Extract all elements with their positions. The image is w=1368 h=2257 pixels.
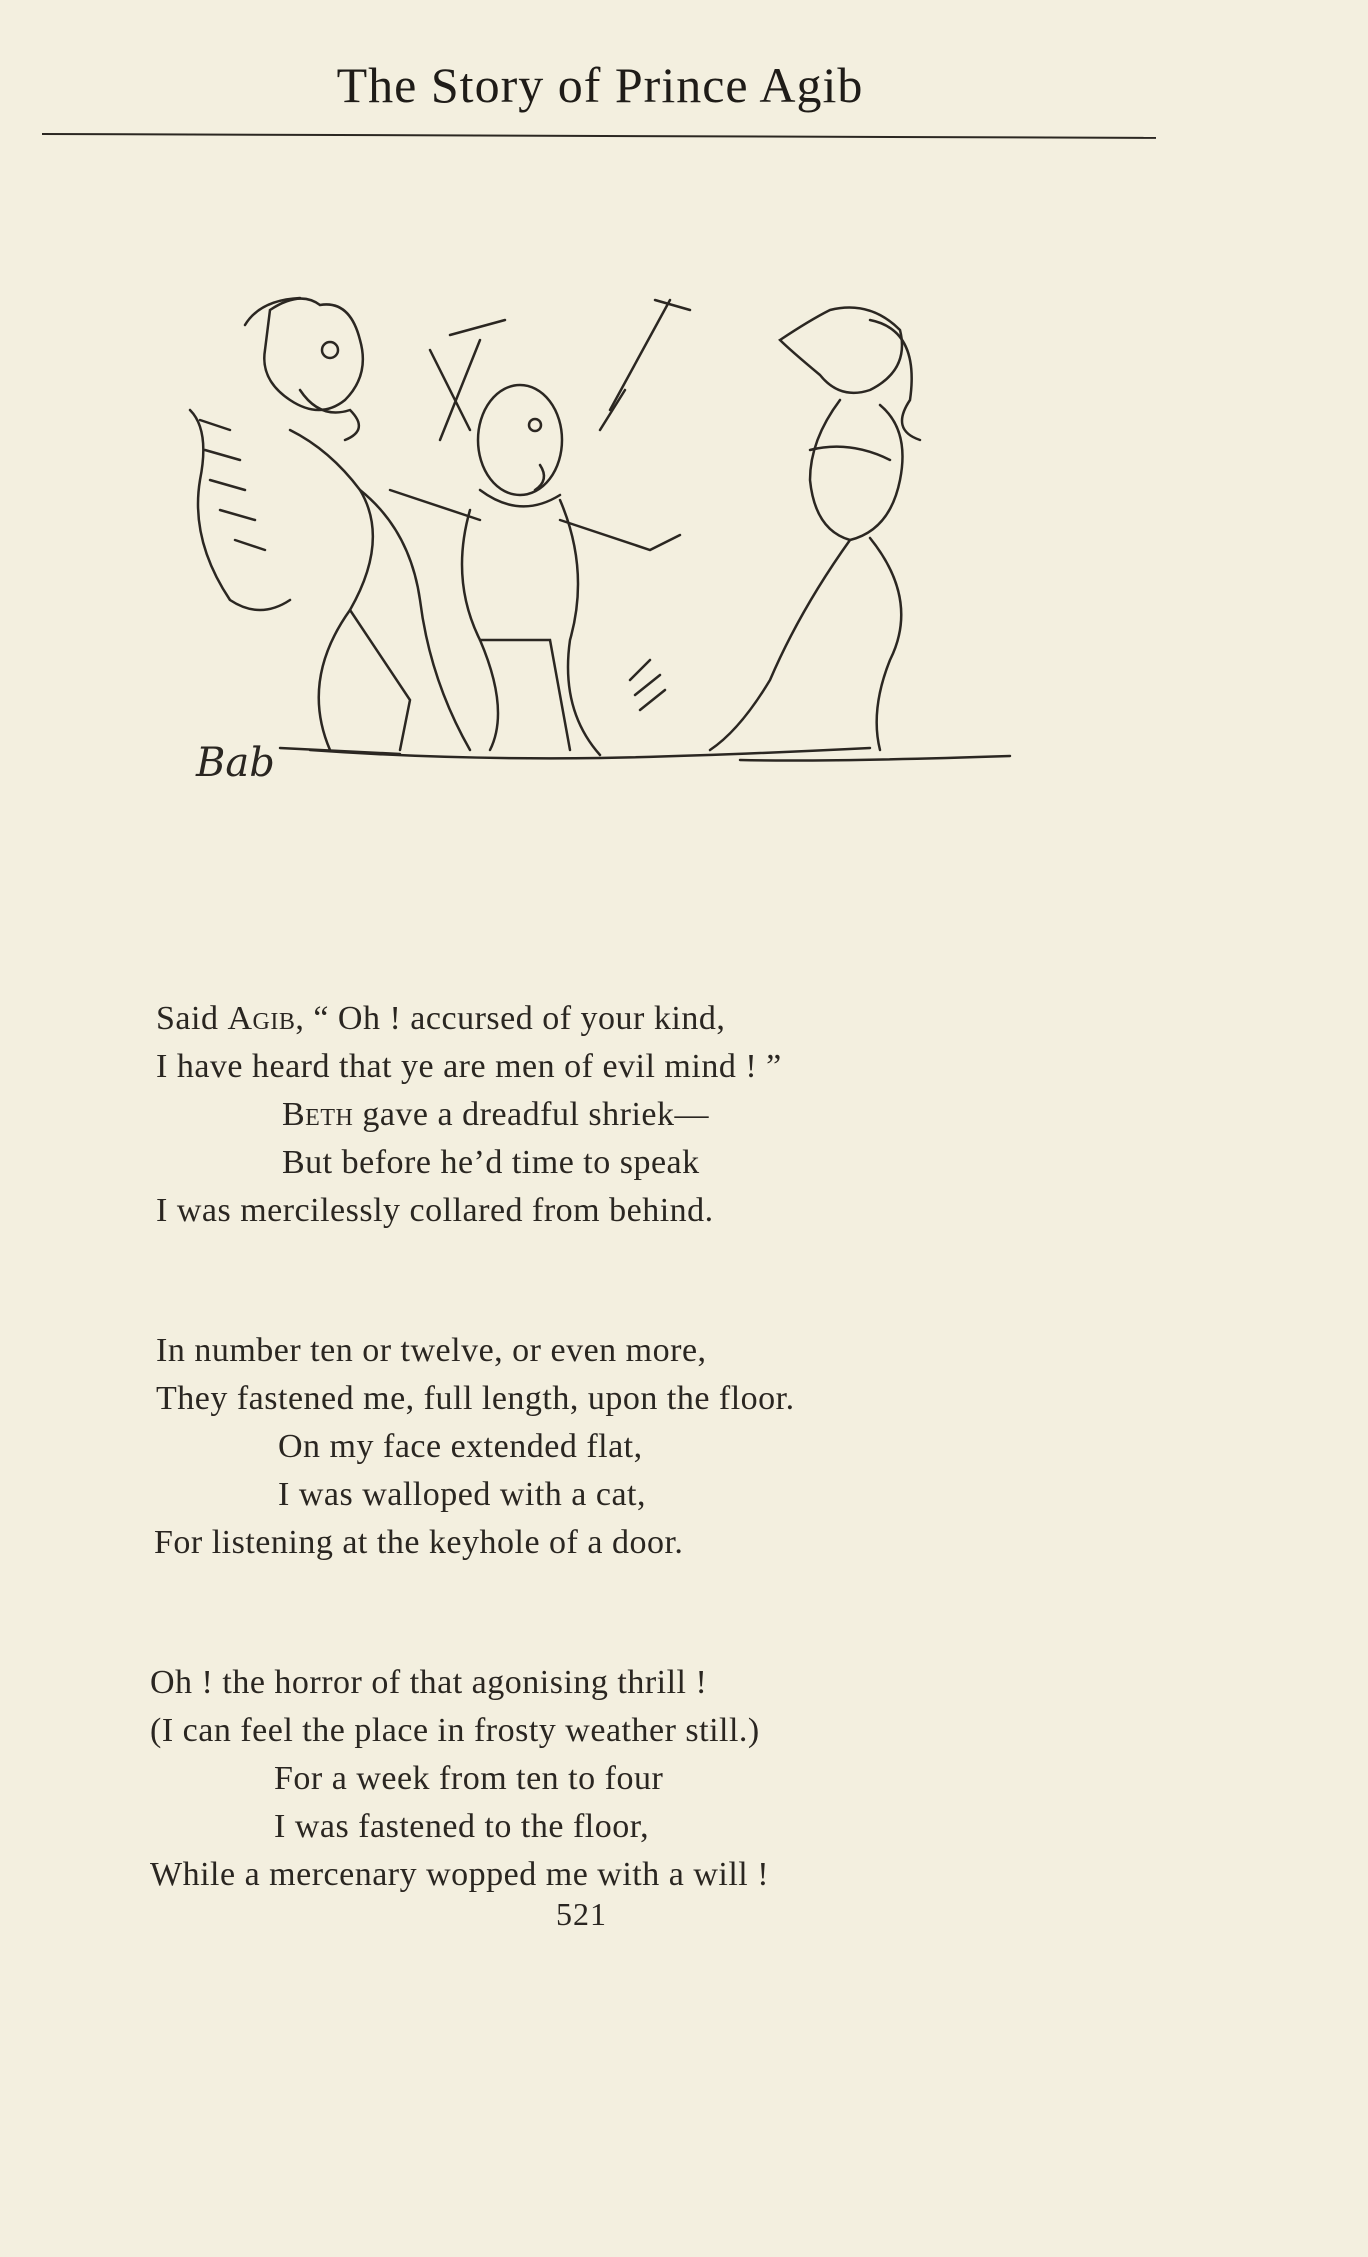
illustration-image	[150, 280, 1030, 800]
line-text: gave a dreadful shriek—	[353, 1096, 709, 1133]
verse-line: On my face extended flat,	[278, 1428, 643, 1465]
line-text: Said	[156, 1000, 228, 1037]
verse-line	[156, 1000, 725, 1038]
header-rule	[42, 133, 1156, 139]
verse-line: Oh ! the horror of that agonising thrill !	[150, 1664, 708, 1701]
illustrator-signature: Bab	[196, 740, 275, 786]
line-text: , “ Oh ! accursed of your kind,	[295, 1000, 726, 1037]
character-name: Agib	[227, 1000, 296, 1037]
verse-line: (I can feel the place in frosty weather still.)	[150, 1712, 760, 1749]
verse-line: While a mercenary wopped me with a will !	[150, 1856, 770, 1893]
verse-line	[282, 1096, 709, 1134]
verse-line: For listening at the keyhole of a door.	[154, 1524, 684, 1561]
page-number: 521	[556, 1896, 607, 1932]
verse-line: I have heard that ye are men of evil mind ! ”	[156, 1048, 782, 1085]
verse-line: They fastened me, full length, upon the floor.	[156, 1380, 795, 1417]
verse-line: I was fastened to the floor,	[274, 1808, 650, 1845]
verse-line: For a week from ten to four	[274, 1760, 664, 1797]
verse-line: I was mercilessly collared from behind.	[156, 1192, 714, 1229]
verse-line: I was walloped with a cat,	[278, 1476, 646, 1513]
character-name: Beth	[282, 1096, 354, 1133]
verse-line: But before he’d time to speak	[282, 1144, 700, 1181]
page-title: The Story of Prince Agib	[336, 57, 864, 113]
verse-line: In number ten or twelve, or even more,	[156, 1332, 707, 1369]
